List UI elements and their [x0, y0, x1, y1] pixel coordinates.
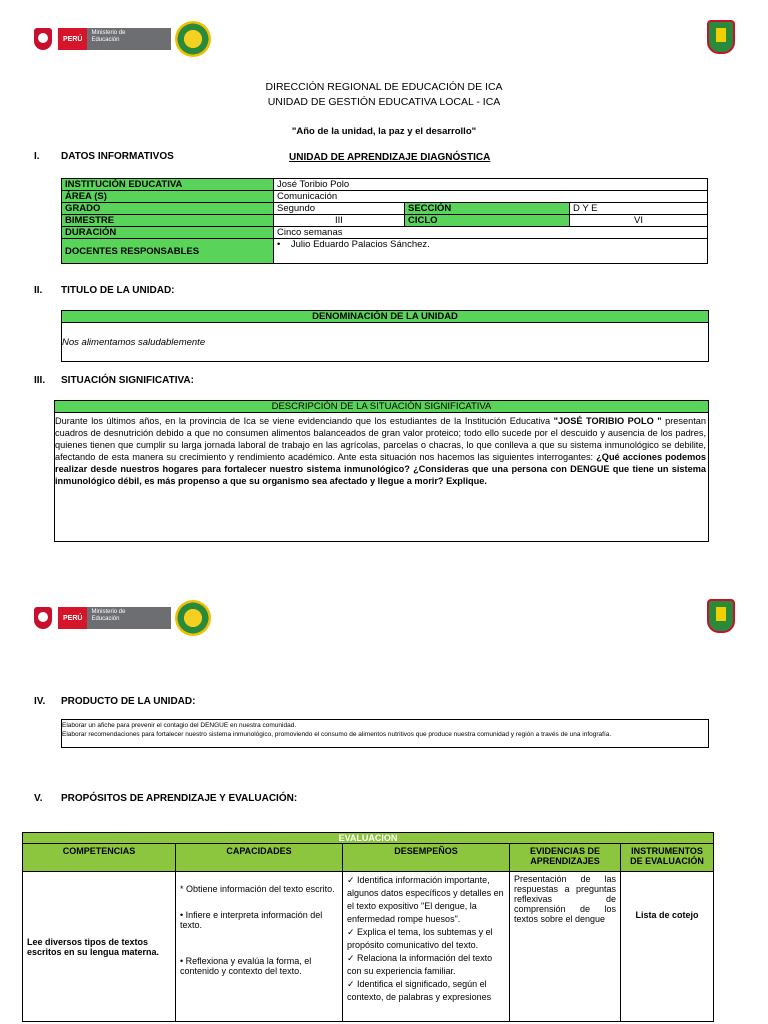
product-line2: Elaborar recomendaciones para fortalecer nuestro sistema inmunológico, promoviendo el consumo de alimentos nutritivos que produce nuestra comunidad y región a través de una infografía.	[62, 731, 612, 738]
ministry-label: Ministerio de Educación	[87, 28, 171, 50]
bimester-value: III	[274, 215, 405, 227]
capacidad-2: • Infiere e interpreta información del texto.	[180, 910, 323, 930]
year-motto: "Año de la unidad, la paz y el desarrollo"	[291, 126, 477, 137]
ministry-logo	[58, 607, 171, 629]
situation-p2: presentan cuadros de desnutrición debido a que no consumen alimentos balanceados de gran valor proteico; todo ello sucede por el descuido y ausencia de los padres, quienes tienen que cumplir su larga jornada laboral de trabajo en las agrícolas, parcelas o chacras, lo que conlleva a que su sistema inmunológico se debilite, afectando de esta manera su crecimiento y rendimiento académico. Ante esta situación nos hacemos las siguientes interrogantes:	[55, 416, 707, 462]
unit-name-text: Nos alimentamos saludablemente	[62, 337, 206, 348]
competencia-cell: Lee diversos tipos de textos escritos en su lengua materna.	[23, 872, 176, 1022]
school-crest-icon	[707, 20, 735, 54]
situation-questions: ¿Qué acciones podemos realizar desde nuestros hogares para fortalecer nuestro sistema inmunológico? ¿Consideras que una persona con DENGUE que tiene un sistema inmunológico débil, es más propenso a que su organismo sea afectado y llegue a morir? Explique.	[55, 452, 706, 486]
product-box	[61, 719, 709, 748]
col-instrumentos: INSTRUMENTOS DE EVALUACIÓN	[621, 844, 714, 872]
bimester-label: BIMESTRE	[62, 215, 274, 227]
section3-number: III.	[34, 375, 46, 386]
peru-coat-of-arms-icon	[34, 607, 52, 629]
evaluation-header: EVALUACION	[23, 833, 714, 844]
ugel-emblem-icon	[175, 21, 211, 57]
col-desempenos: DESEMPEÑOS	[343, 844, 510, 872]
teachers-value: Julio Eduardo Palacios Sánchez.	[290, 239, 430, 250]
col-capacidades: CAPACIDADES	[176, 844, 343, 872]
desempenos-cell	[343, 872, 510, 1022]
cycle-value: VI	[570, 215, 708, 227]
ministry-logo	[58, 28, 171, 50]
capacidad-1: * Obtiene información del texto escrito.	[180, 884, 335, 894]
section-value: D Y E	[570, 203, 708, 215]
unit-title: UNIDAD DE APRENDIZAJE DIAGNÓSTICA	[289, 152, 491, 163]
capacidades-cell	[176, 872, 343, 1022]
header-logos-page2	[34, 598, 211, 638]
evidencia-cell: Presentación de las respuestas a preguntas reflexivas de comprensión de los textos sobre el dengue	[510, 872, 621, 1022]
peru-label: PERÚ	[58, 607, 87, 629]
situation-p1: Durante los últimos años, en la provincia de Ica se viene evidenciando que los estudiantes de la Institución Educativa	[55, 416, 554, 426]
cycle-label: CICLO	[405, 215, 570, 227]
area-label: ÁREA (S)	[62, 191, 274, 203]
section1-number: I.	[34, 151, 40, 162]
header-logos	[34, 19, 211, 59]
doc-title-line2: UNIDAD DE GESTIÓN EDUCATIVA LOCAL - ICA	[267, 96, 501, 108]
desempeno-2: ✓ Explica el tema, los subtemas y el propósito comunicativo del texto.	[347, 927, 493, 950]
unit-name-header: DENOMINACIÓN DE LA UNIDAD	[62, 311, 708, 323]
section5-number: V.	[34, 793, 43, 804]
situation-text	[55, 413, 708, 487]
situation-box	[54, 400, 709, 542]
peru-coat-of-arms-icon	[34, 28, 52, 50]
desempeno-4: ✓ Identifica el significado, según el contexto, de palabras y expresiones	[347, 979, 492, 1002]
purposes-table	[22, 832, 714, 1022]
unit-name-box	[61, 310, 709, 362]
institution-value: José Toribio Polo	[274, 179, 708, 191]
grade-value: Segundo	[274, 203, 405, 215]
col-competencias: COMPETENCIAS	[23, 844, 176, 872]
school-crest-icon	[707, 599, 735, 633]
info-table	[61, 178, 708, 264]
col-evidencias: EVIDENCIAS DE APRENDIZAJES	[510, 844, 621, 872]
ministry-label: Ministerio de Educación	[87, 607, 171, 629]
section3-title: SITUACIÓN SIGNIFICATIVA:	[61, 375, 194, 386]
teachers-label: DOCENTES RESPONSABLES	[62, 239, 274, 264]
section-label: SECCIÓN	[405, 203, 570, 215]
desempeno-1: ✓ Identifica información importante, algunos datos específicos y detalles en el texto expositivo "El dengue, la enfermedad rompe huesos".	[347, 875, 504, 924]
ugel-emblem-icon	[175, 600, 211, 636]
duration-value: Cinco semanas	[274, 227, 708, 239]
section2-title: TITULO DE LA UNIDAD:	[61, 285, 175, 296]
area-value: Comunicación	[274, 191, 708, 203]
duration-label: DURACIÓN	[62, 227, 274, 239]
section2-number: II.	[34, 285, 43, 296]
peru-label: PERÚ	[58, 28, 87, 50]
grade-label: GRADO	[62, 203, 274, 215]
situation-school: "JOSÉ TORIBIO POLO "	[553, 416, 662, 426]
section4-title: PRODUCTO DE LA UNIDAD:	[61, 696, 196, 707]
teachers-cell	[274, 239, 708, 264]
section4-number: IV.	[34, 696, 46, 707]
desempeno-3: ✓ Relaciona la información del texto con su experiencia familiar.	[347, 953, 493, 976]
bullet-icon: •	[277, 239, 291, 250]
situation-header: DESCRIPCIÓN DE LA SITUACIÓN SIGNIFICATIVA	[55, 401, 708, 413]
section5-title: PROPÓSITOS DE APRENDIZAJE Y EVALUACIÓN:	[61, 793, 298, 804]
instrumento-cell: Lista de cotejo	[621, 872, 714, 1022]
section1-title: DATOS INFORMATIVOS	[61, 151, 174, 162]
capacidad-3: • Reflexiona y evalúa la forma, el contenido y contexto del texto.	[180, 956, 312, 976]
institution-label: INSTITUCIÓN EDUCATIVA	[62, 179, 274, 191]
doc-title-line1: DIRECCIÓN REGIONAL DE EDUCACIÓN DE ICA	[265, 81, 503, 93]
product-line1: Elaborar un afiche para prevenir el contagio del DENGUE en nuestra comunidad.	[62, 722, 297, 729]
